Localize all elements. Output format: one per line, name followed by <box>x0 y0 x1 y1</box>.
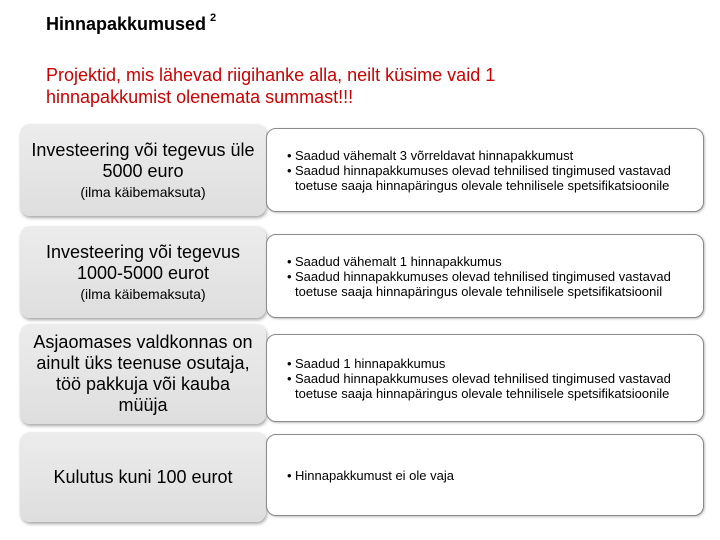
requirement-item <box>287 269 693 299</box>
requirement-text: Saadud hinnapakkumuses olevad tehnilised tingimused vastavad toetuse saaja hinnapäringus olevale tehnilisele spetsifikatsioonil <box>295 268 671 299</box>
category-box-2 <box>20 226 266 318</box>
requirement-item <box>287 468 693 483</box>
category-box-4 <box>20 432 266 522</box>
requirement-item <box>287 148 693 163</box>
bullet-icon: • <box>287 268 292 284</box>
requirement-item <box>287 371 693 401</box>
category-sublabel-2: (ilma käibemaksuta) <box>80 285 206 302</box>
requirement-box-4 <box>266 434 704 516</box>
category-label-3: Asjaomases valdkonnas on ainult üks teenuse osutaja, töö pakkuja või kauba müüja <box>33 332 253 415</box>
bullet-icon: • <box>287 370 292 386</box>
bullet-icon: • <box>287 467 292 483</box>
page-title <box>46 14 216 35</box>
page-subtitle: Projektid, mis lähevad riigihanke alla, neilt küsime vaid 1 hinnapakkumist olenemata summast!!! <box>46 65 496 107</box>
requirement-text: Hinnapakkumust ei ole vaja <box>295 467 454 483</box>
category-label-2: Investeering või tegevus 1000-5000 eurot <box>45 241 241 283</box>
bullet-icon: • <box>287 162 292 178</box>
requirement-text: Saadud 1 hinnapakkumus <box>295 355 446 371</box>
requirement-box-2 <box>266 234 704 318</box>
bullet-icon: • <box>287 147 292 163</box>
requirement-item <box>287 163 693 193</box>
category-sublabel-1: (ilma käibemaksuta) <box>80 183 206 200</box>
requirement-text: Saadud hinnapakkumuses olevad tehnilised tingimused vastavad toetuse saaja hinnapäringus olevale tehnilisele spetsifikatsioonile <box>295 162 671 193</box>
bullet-icon: • <box>287 253 292 269</box>
requirement-item <box>287 356 693 371</box>
requirement-box-1 <box>266 128 704 212</box>
requirement-item <box>287 254 693 269</box>
category-label-4: Kulutus kuni 100 eurot <box>53 466 233 487</box>
category-box-1 <box>20 124 266 216</box>
requirement-text: Saadud hinnapakkumuses olevad tehnilised tingimused vastavad toetuse saaja hinnapäringus olevale tehnilisele spetsifikatsioonile <box>295 370 671 401</box>
requirement-text: Saadud vähemalt 3 võrreldavat hinnapakkumust <box>295 147 574 163</box>
page-title-text: Hinnapakkumused <box>46 14 207 34</box>
page-title-superscript: 2 <box>210 12 217 24</box>
requirement-text: Saadud vähemalt 1 hinnapakkumus <box>295 253 502 269</box>
category-label-1: Investeering või tegevus üle 5000 euro <box>31 139 255 181</box>
requirement-box-3 <box>266 334 704 422</box>
bullet-icon: • <box>287 355 292 371</box>
category-box-3 <box>20 324 266 424</box>
